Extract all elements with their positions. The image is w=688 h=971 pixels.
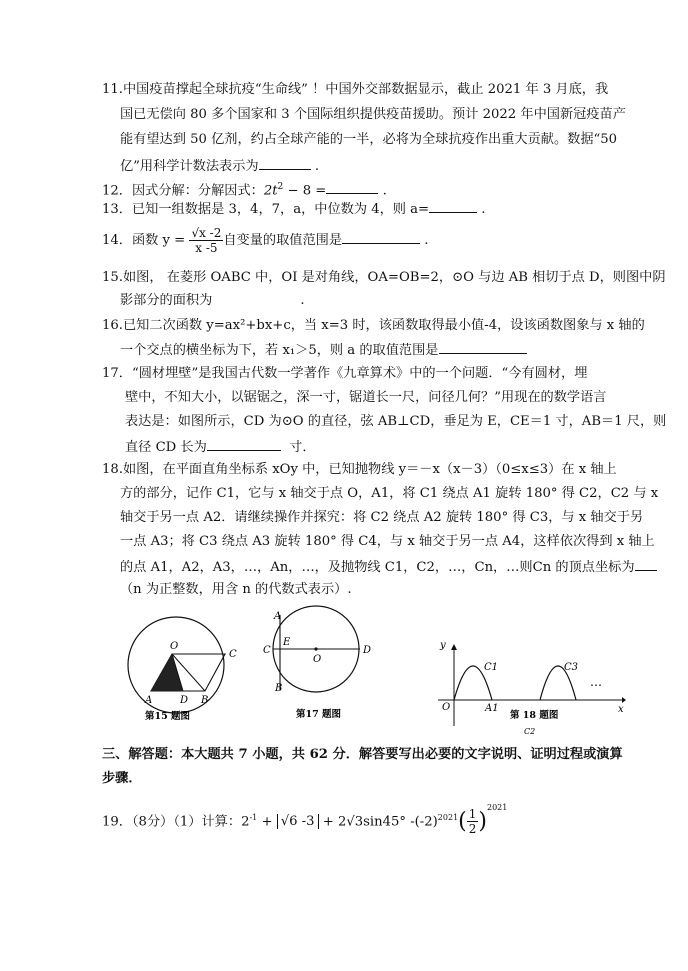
q14-label: 14．函数 y =: [102, 233, 186, 248]
q12-expr-exp: 2: [277, 182, 284, 192]
q16-line2: [120, 339, 527, 361]
y-axis-arrow: [451, 644, 457, 650]
q19-paren-right: ): [478, 808, 487, 834]
answer-blank: [259, 155, 311, 170]
q19-half-den: 2: [468, 822, 477, 837]
answer-blank: [429, 198, 477, 213]
caption-15: 第15 题图: [145, 711, 191, 722]
q19-plus1: +: [257, 814, 277, 830]
q16-line1: 16.已知二次函数 y=ax²+bx+c，当 x=3 时，该函数取得最小值-4，设该函数图象与 x 轴的: [102, 318, 645, 333]
q18-line5: [120, 556, 657, 578]
center-o: [314, 647, 317, 650]
q17-line1: 17．“圆材埋壁”是我国古代数一学著作《九章算术》中的一个问题．“今有圆材，埋: [102, 366, 588, 381]
section3-line2: 步骤．: [102, 771, 142, 786]
q19-term1: 2: [241, 814, 250, 830]
q18-line5-text: 的点 A1，A2，A3，…，An，…，及抛物线 C1，C2，…，Cn，…则Cn 的顶点坐标为: [120, 560, 635, 575]
caption-17: 第17 题图: [296, 709, 342, 720]
q18-line4: 一点 A3；将 C3 绕点 A3 旋转 180° 得 C4，与 x 轴交于另一点 A4，这样依次得到 x 轴上: [120, 534, 655, 549]
q14-tail: 自变量的取值范围是: [223, 233, 343, 248]
q14-fraction: [189, 226, 223, 255]
q11-line3: 能有望达到 50 亿剂，约占全球产能的一半，必将为全球抗疫作出重大贡献。数据“50: [120, 132, 618, 147]
q11-line4: [120, 155, 319, 177]
q15-line2-text: 影部分的面积为: [120, 293, 213, 308]
label-c1: C1: [484, 662, 499, 673]
q17-line4: [125, 436, 316, 458]
label-e: E: [283, 637, 291, 648]
q14-numerator: √x -2: [191, 226, 222, 240]
section3-line1: 三、解答题：本大题共 7 小题，共 62 分．解答要写出必要的文字说明、证明过程或演算: [102, 747, 623, 762]
q12-end: .: [382, 183, 387, 199]
q19-abs: √6 -3: [277, 814, 319, 829]
label-b: B: [275, 683, 283, 694]
figure-17: [258, 605, 383, 725]
label-d: D: [363, 645, 372, 656]
q15-line2-end: .: [300, 293, 305, 308]
label-a1: A1: [485, 703, 499, 714]
q17-line2: 壁中，不知大小，以锯锯之，深一寸，锯道长一尺，问径几何？”用现在的数学语言: [125, 390, 607, 405]
q11-line4-text: 亿”用科学计数法表示为: [120, 159, 259, 174]
label-a: A: [145, 695, 153, 706]
q16-line2-text: 一个交点的横坐标为下，若 x₁＞5，则 a 的取值范围是: [120, 343, 439, 358]
q17-line4-end: 寸．: [289, 440, 316, 455]
label-d: D: [180, 695, 189, 706]
q17-line4-text: 直径 CD 长为: [125, 440, 207, 455]
q11-line2: 国已无偿向 80 多个国家和 3 个国际组织提供疫苗援助。预计 2022 年中国新冠疫苗产: [120, 107, 626, 122]
q18-line3: 轴交于另一点 A2．请继续操作并探究：将 C2 绕点 A2 旋转 180° 得 C3，与 x 轴交于另: [120, 510, 644, 525]
q13-end: .: [481, 202, 486, 217]
q18-line1: 18.如图，在平面直角坐标系 xOy 中，已知抛物线 y＝－x（x－3）（0≤x≤3）在 x 轴上: [102, 462, 617, 477]
label-o: O: [442, 702, 451, 713]
shaded-region: [151, 654, 183, 691]
label-c: C: [263, 645, 271, 656]
label-c2: C2: [524, 727, 536, 736]
circle-o: [128, 617, 224, 713]
label-a: A: [274, 611, 282, 622]
q19-exp2021b: 2021: [486, 803, 508, 812]
q13: [102, 198, 485, 220]
answer-blank: [439, 339, 527, 354]
q19-term1-exp: -1: [249, 813, 258, 822]
q18-line2: 方的部分，记作 C1，它与 x 轴交于点 O，A1，将 C1 绕点 A1 旋转 180° 得 C2，C2 与 x: [120, 486, 659, 501]
q19-exp2021: 2021: [437, 813, 459, 822]
figure-18: [432, 638, 628, 738]
label-c: C: [229, 649, 237, 660]
x-axis-arrow: [622, 697, 626, 703]
answer-blank: [342, 229, 420, 244]
q19-paren-left: (: [458, 808, 467, 834]
q19-half: [467, 807, 479, 836]
q12-expr-a: 2t: [263, 183, 278, 199]
label-x: x: [618, 704, 624, 715]
q19-label: 19．（8分）（1）计算：: [102, 814, 242, 830]
q11-line4-end: .: [314, 159, 320, 174]
answer-blank: [635, 556, 657, 571]
q18-line6: （n 为正整数，用含 n 的代数式表示）.: [120, 582, 352, 597]
caption-18: 第 18 题图: [510, 710, 559, 721]
q17-line3: 表达是：如图所示，CD 为⊙O 的直径，弦 AB⊥CD，垂足为 E，CE＝1 寸，AB＝1 尺，则: [125, 414, 667, 429]
q15-line2: [120, 291, 305, 311]
label-y: y: [440, 640, 446, 651]
q14-denominator: x -5: [195, 241, 218, 255]
figure-15: [125, 605, 245, 725]
q11-line1: 11.中国疫苗撑起全球抗疫“生命线” ！中国外交部数据显示，截止 2021 年 3 月底，我: [102, 82, 609, 97]
q12-label: 12．因式分解：分解因式：: [102, 183, 264, 199]
label-c3: C3: [564, 662, 579, 673]
q14-end: .: [424, 233, 429, 248]
label-o: O: [170, 641, 179, 652]
q14: [102, 222, 428, 262]
answer-blank: [207, 436, 281, 451]
label-ellipsis: …: [590, 675, 602, 689]
label-o: O: [313, 654, 322, 665]
q19-plus2: + 2√3sin45° -(-2): [318, 814, 438, 830]
answer-blank: [326, 179, 378, 194]
label-b: B: [201, 695, 209, 706]
q12-expr-b: − 8 =: [283, 183, 327, 199]
q19: [102, 800, 507, 840]
q13-text: 13．已知一组数据是 3，4，7，a，中位数为 4，则 a=: [102, 202, 430, 217]
q19-half-num: 1: [468, 807, 477, 822]
q15-line1: 15.如图， 在菱形 OABC 中，OI 是对角线，OA=OB=2，⊙O 与边 AB 相切于点 D，则图中阴: [102, 270, 666, 285]
